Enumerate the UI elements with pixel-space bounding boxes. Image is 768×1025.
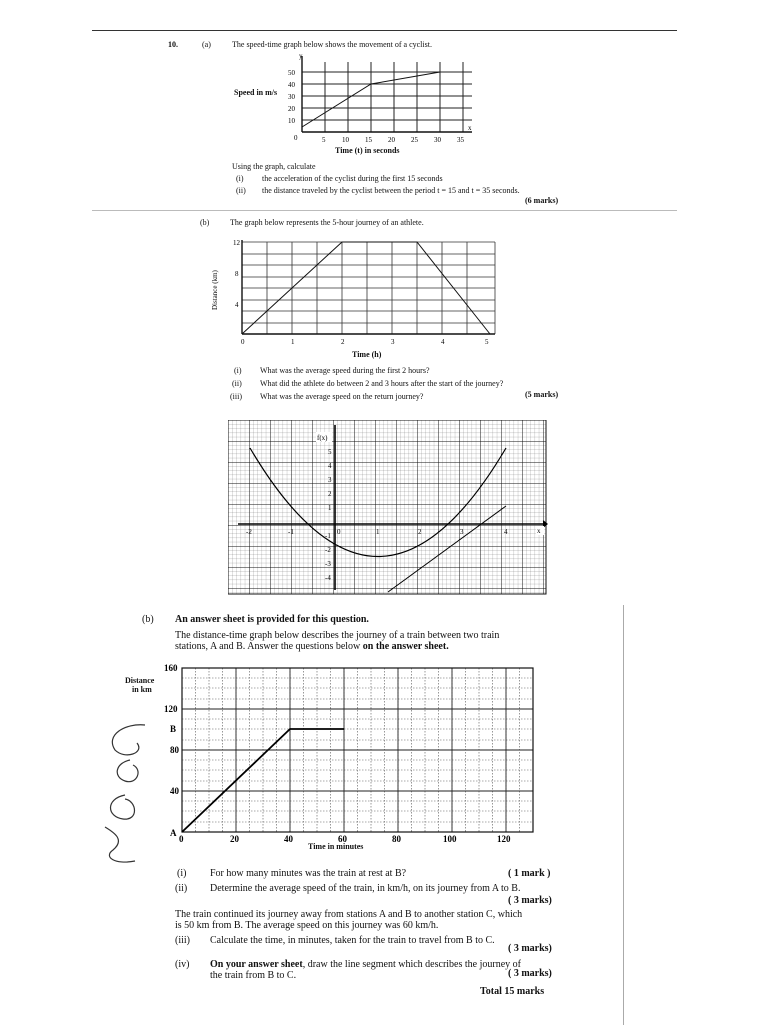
part-b2-continued-1: The train continued its journey away from stations A and B to another station C, which (175, 909, 523, 920)
svg-text:2: 2 (341, 338, 345, 346)
part-b1-marks: (5 marks) (525, 390, 559, 399)
svg-text:8: 8 (235, 270, 239, 278)
part-a-item-i: the acceleration of the cyclist during the first 15 seconds (262, 174, 443, 183)
svg-text:B: B (170, 724, 177, 734)
svg-text:4: 4 (235, 301, 239, 309)
svg-text:-3: -3 (325, 560, 331, 568)
svg-text:20: 20 (288, 105, 295, 113)
section-rule-1 (92, 210, 677, 211)
svg-text:-2: -2 (325, 546, 331, 554)
graph4-xlabel: Time in minutes (308, 842, 364, 851)
graph1-xlabel: Time (t) in seconds (335, 146, 400, 155)
svg-text:-4: -4 (325, 574, 331, 582)
top-rule (92, 30, 677, 31)
svg-text:A: A (170, 828, 177, 838)
svg-text:80: 80 (392, 834, 401, 844)
part-b2-item-i-marks: ( 1 mark ) (508, 868, 551, 879)
svg-text:3: 3 (460, 528, 464, 536)
part-b2-item-i-num: (i) (177, 868, 187, 879)
part-b1-item-ii-num: (ii) (232, 379, 242, 388)
part-b2-heading: An answer sheet is provided for this question. (175, 614, 369, 625)
svg-text:25: 25 (411, 136, 418, 144)
train-distance-graph (160, 660, 540, 855)
part-b2-intro-2: stations, A and B. Answer the questions below on the answer sheet. (175, 641, 449, 652)
speed-time-graph (282, 52, 482, 152)
svg-text:3: 3 (391, 338, 395, 346)
svg-text:-1: -1 (325, 532, 331, 540)
part-b2-label: (b) (142, 614, 154, 625)
svg-text:-2: -2 (246, 528, 252, 536)
svg-text:4: 4 (504, 528, 508, 536)
part-a-instruction: Using the graph, calculate (232, 162, 316, 171)
part-b2-item-iv: On your answer sheet, draw the line segment which describes the journey of (210, 959, 521, 970)
graph1-ylabel: Speed in m/s (234, 88, 278, 97)
part-b1-item-iii: What was the average speed on the return journey? (260, 392, 424, 401)
svg-text:100: 100 (443, 834, 457, 844)
svg-text:5: 5 (328, 448, 332, 456)
svg-text:f(x): f(x) (317, 434, 328, 442)
svg-text:2: 2 (328, 490, 332, 498)
svg-text:15: 15 (365, 136, 372, 144)
svg-text:30: 30 (434, 136, 441, 144)
svg-text:35: 35 (457, 136, 464, 144)
part-a-label: (a) (202, 40, 211, 49)
part-b2-item-iv-line2: the train from B to C. (210, 970, 297, 981)
svg-text:120: 120 (164, 704, 178, 714)
handwritten-marks (85, 715, 165, 875)
part-b2-item-iv-num: (iv) (175, 959, 190, 970)
part-b1-item-iii-num: (iii) (230, 392, 242, 401)
total-marks: Total 15 marks (480, 986, 545, 997)
svg-text:20: 20 (230, 834, 239, 844)
part-b1-intro: The graph below represents the 5-hour journey of an athlete. (230, 218, 424, 227)
question-number: 10. (168, 40, 178, 49)
svg-text:1: 1 (328, 504, 332, 512)
svg-text:20: 20 (388, 136, 395, 144)
svg-text:40: 40 (170, 786, 179, 796)
svg-text:5: 5 (485, 338, 489, 346)
part-b1-item-i: What was the average speed during the first 2 hours? (260, 366, 430, 375)
part-b2-item-ii: Determine the average speed of the train, in km/h, on its journey from A to B. (210, 883, 521, 894)
svg-text:5: 5 (322, 136, 326, 144)
svg-text:x: x (537, 527, 541, 535)
svg-text:10: 10 (342, 136, 349, 144)
part-a-item-ii: the distance traveled by the cyclist between the period t = 15 and t = 35 seconds. (262, 186, 520, 195)
svg-text:1: 1 (291, 338, 295, 346)
svg-text:40: 40 (288, 81, 295, 89)
svg-text:1: 1 (376, 528, 380, 536)
graph4-ylabel-2: in km (132, 685, 152, 694)
scan-edge-mark (623, 605, 624, 1025)
svg-text:y: y (299, 52, 303, 60)
part-b2-item-i: For how many minutes was the train at rest at B? (210, 868, 407, 879)
athlete-distance-graph (205, 232, 505, 362)
part-b2-item-ii-num: (ii) (175, 883, 188, 894)
svg-text:160: 160 (164, 663, 178, 673)
part-b2-item-iii-marks: ( 3 marks) (508, 943, 552, 954)
part-b2-item-ii-marks: ( 3 marks) (508, 895, 552, 906)
part-b2-item-iv-marks: ( 3 marks) (508, 968, 552, 979)
svg-text:0: 0 (241, 338, 245, 346)
part-b1-item-i-num: (i) (234, 366, 242, 375)
svg-text:2: 2 (418, 528, 422, 536)
svg-text:80: 80 (170, 745, 179, 755)
quadratic-graph (228, 420, 548, 595)
svg-text:0: 0 (294, 134, 298, 142)
svg-text:x: x (468, 124, 472, 132)
graph4-ylabel-1: Distance (125, 676, 155, 685)
svg-text:50: 50 (288, 69, 295, 77)
part-b1-label: (b) (200, 218, 210, 227)
svg-text:30: 30 (288, 93, 295, 101)
svg-text:3: 3 (328, 476, 332, 484)
part-b1-item-ii: What did the athlete do between 2 and 3 hours after the start of the journey? (260, 379, 504, 388)
svg-text:-1: -1 (288, 528, 294, 536)
part-b2-item-iii-num: (iii) (175, 935, 190, 946)
svg-text:0: 0 (337, 528, 341, 536)
graph2-xlabel: Time (h) (352, 350, 382, 359)
svg-text:60: 60 (338, 834, 347, 844)
svg-text:4: 4 (441, 338, 445, 346)
svg-text:120: 120 (497, 834, 511, 844)
part-a-item-ii-num: (ii) (236, 186, 246, 195)
svg-text:Distance (km): Distance (km) (211, 270, 219, 310)
svg-text:12: 12 (233, 239, 240, 247)
part-b2-intro-1: The distance-time graph below describes the journey of a train between two train (175, 630, 500, 641)
part-b2-item-iii: Calculate the time, in minutes, taken for the train to travel from B to C. (210, 935, 495, 946)
part-a-intro: The speed-time graph below shows the movement of a cyclist. (232, 40, 432, 49)
svg-text:0: 0 (179, 834, 184, 844)
svg-text:4: 4 (328, 462, 332, 470)
svg-text:40: 40 (284, 834, 293, 844)
svg-text:10: 10 (288, 117, 295, 125)
part-a-marks: (6 marks) (525, 196, 559, 205)
part-a-item-i-num: (i) (236, 174, 244, 183)
part-b2-continued-2: is 50 km from B. The average speed on this journey was 60 km/h. (175, 920, 439, 931)
